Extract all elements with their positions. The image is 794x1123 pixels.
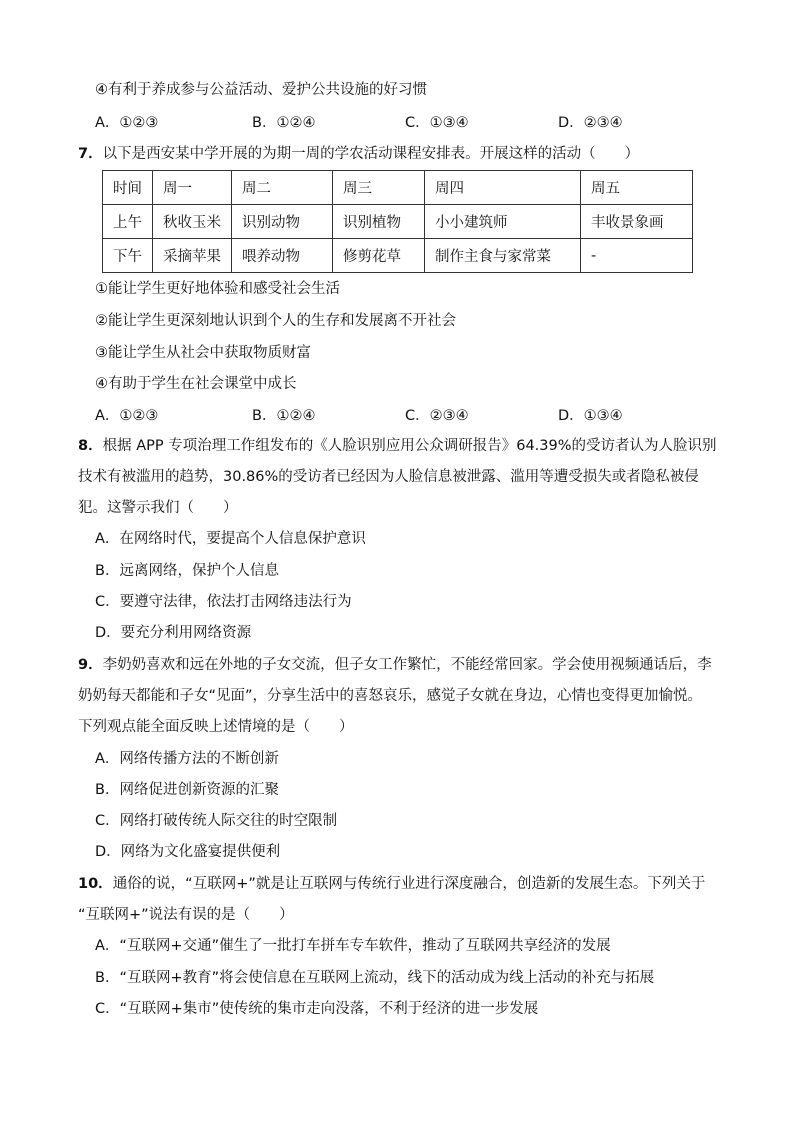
table-cell: 采摘苹果 <box>153 239 232 273</box>
schedule-table <box>102 170 693 273</box>
table-row <box>103 205 693 239</box>
q7-choices <box>95 406 695 426</box>
q7-choice-c[interactable]: C．②③④ <box>405 408 469 424</box>
table-header-cell: 周二 <box>232 171 333 205</box>
q10-option-a[interactable]: A．“互联网+交通”催生了一批打车拼车专车软件，推动了互联网共享经济的发展 <box>95 938 611 954</box>
q8-number: 8． <box>78 438 103 454</box>
q8-stem-text-1: 根据 APP 专项治理工作组发布的《人脸识别应用公众调研报告》64.39%的受访者认为人脸识别 <box>102 438 717 454</box>
q8-stem-line-2: 技术有被滥用的趋势，30.86%的受访者已经因为人脸信息被泄露、滥用等遭受损失或者隐私被侵 <box>78 469 699 485</box>
table-header-cell: 周一 <box>153 171 232 205</box>
q8-stem-line-3: 犯。这警示我们（ ） <box>78 500 238 516</box>
table-cell: 修剪花草 <box>333 239 425 273</box>
q7-item-2: ②能让学生更深刻地认识到个人的生存和发展离不开社会 <box>95 313 456 329</box>
q10-stem-line-1 <box>78 874 705 894</box>
q6-choice-c[interactable]: C．①③④ <box>405 115 469 131</box>
table-header-cell: 周三 <box>333 171 425 205</box>
q9-option-d[interactable]: D．网络为文化盛宴提供便利 <box>95 844 281 860</box>
q7-choice-d[interactable]: D．①③④ <box>558 408 623 424</box>
table-cell: 制作主食与家常菜 <box>425 239 581 273</box>
q9-stem-line-3: 下列观点能全面反映上述情境的是（ ） <box>78 719 354 735</box>
q8-option-d[interactable]: D．要充分利用网络资源 <box>95 625 252 641</box>
table-header-row <box>103 171 693 205</box>
table-header-cell: 周五 <box>581 171 693 205</box>
table-row <box>103 239 693 273</box>
q7-number: 7． <box>78 146 103 162</box>
q10-stem-line-2: “互联网+”说法有误的是（ ） <box>78 907 294 923</box>
q7-choice-a[interactable]: A．①②③ <box>95 408 159 424</box>
q9-option-a[interactable]: A．网络传播方法的不断创新 <box>95 751 279 767</box>
table-cell: 识别动物 <box>232 205 333 239</box>
q7-choice-b[interactable]: B．①②④ <box>252 408 316 424</box>
q9-stem-line-1 <box>78 655 712 675</box>
q8-option-c[interactable]: C．要遵守法律，依法打击网络违法行为 <box>95 594 352 610</box>
q10-number: 10． <box>78 876 113 892</box>
table-cell: 下午 <box>103 239 153 273</box>
q10-stem-text-1: 通俗的说，“互联网+”就是让互联网与传统行业进行深度融合，创造新的发展生态。下列关于 <box>112 876 706 892</box>
q7-item-3: ③能让学生从社会中获取物质财富 <box>95 345 311 361</box>
table-header-cell: 时间 <box>103 171 153 205</box>
q6-choice-b[interactable]: B．①②④ <box>252 115 316 131</box>
q7-item-4: ④有助于学生在社会课堂中成长 <box>95 376 297 392</box>
q8-stem-line-1 <box>78 436 717 456</box>
q6-choice-a[interactable]: A．①②③ <box>95 115 159 131</box>
q6-choice-d[interactable]: D．②③④ <box>558 115 623 131</box>
q10-option-c[interactable]: C．“互联网+集市”使传统的集市走向没落，不利于经济的进一步发展 <box>95 1001 539 1017</box>
q6-item-4: ④有利于养成参与公益活动、爱护公共设施的好习惯 <box>95 82 427 98</box>
q7-stem-line <box>78 144 639 164</box>
q8-option-a[interactable]: A．在网络时代，要提高个人信息保护意识 <box>95 531 366 547</box>
table-cell: 秋收玉米 <box>153 205 232 239</box>
q9-stem-text-1: 李奶奶喜欢和远在外地的子女交流，但子女工作繁忙，不能经常回家。学会使用视频通话后，李 <box>102 657 712 673</box>
table-cell: 识别植物 <box>333 205 425 239</box>
q6-choices <box>95 113 695 133</box>
q9-stem-line-2: 奶奶每天都能和子女“见面”，分享生活中的喜怒哀乐，感觉子女就在身边，心情也变得更加愉悦。 <box>78 688 703 704</box>
table-cell: 喂养动物 <box>232 239 333 273</box>
table-cell: - <box>581 239 693 273</box>
table-header-cell: 周四 <box>425 171 581 205</box>
q8-option-b[interactable]: B．远离网络，保护个人信息 <box>95 563 279 579</box>
q9-number: 9． <box>78 657 103 673</box>
table-cell: 丰收景象画 <box>581 205 693 239</box>
q10-option-b[interactable]: B．“互联网+教育”将会使信息在互联网上流动，线下的活动成为线上活动的补充与拓展 <box>95 970 655 986</box>
q9-option-b[interactable]: B．网络促进创新资源的汇聚 <box>95 782 279 798</box>
table-cell: 上午 <box>103 205 153 239</box>
q7-stem: 以下是西安某中学开展的为期一周的学农活动课程安排表。开展这样的活动（ ） <box>102 146 640 162</box>
table-cell: 小小建筑师 <box>425 205 581 239</box>
q7-item-1: ①能让学生更好地体验和感受社会生活 <box>95 281 340 297</box>
q9-option-c[interactable]: C．网络打破传统人际交往的时空限制 <box>95 813 338 829</box>
